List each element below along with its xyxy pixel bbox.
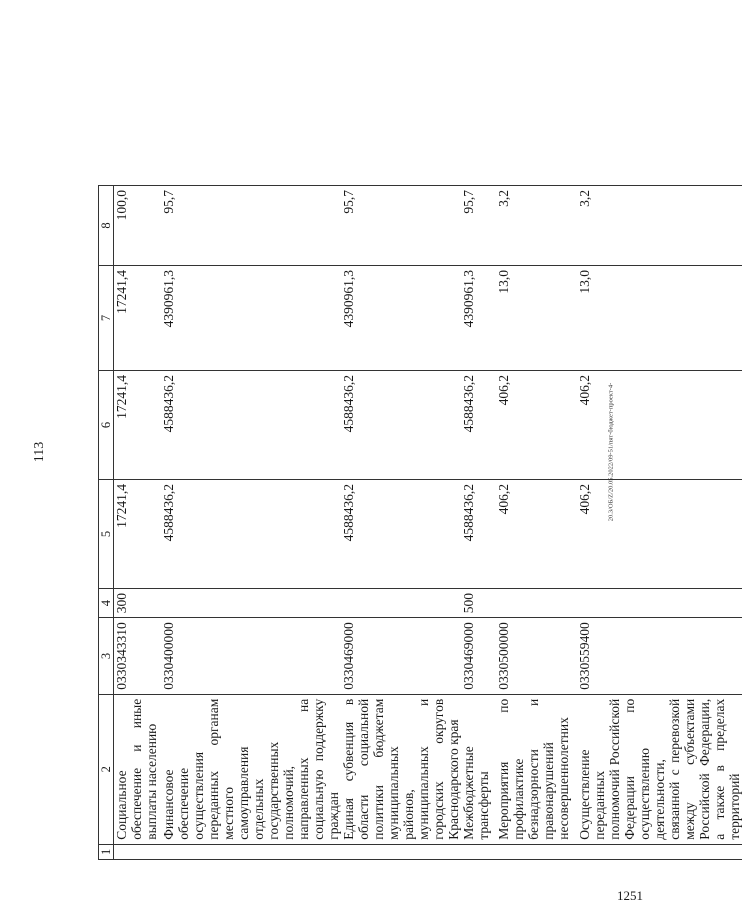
row-vr	[341, 589, 461, 618]
row-code: 0330559400	[577, 618, 742, 695]
row-name: Финансовое обеспечение осуществления переданных органам местного самоуправления отдельных государственных полномочий, направленных на социальную поддержку граждан	[161, 694, 341, 844]
row-number-cell	[496, 844, 577, 859]
row-value-8: 3,2	[577, 186, 742, 266]
column-header: 4	[99, 589, 114, 618]
row-number-cell	[577, 844, 742, 859]
table-row	[161, 186, 341, 860]
table-row	[341, 186, 461, 860]
row-value-6: 406,2	[496, 371, 577, 480]
sheet-number: 1251	[617, 888, 643, 903]
table-row	[461, 186, 496, 860]
row-value-8: 95,7	[461, 186, 496, 266]
row-value-5: 4588436,2	[341, 480, 461, 589]
row-value-7: 13,0	[577, 266, 742, 371]
row-name: Социальное обеспечение и иные выплаты населению	[114, 694, 161, 844]
row-value-5: 4588436,2	[461, 480, 496, 589]
row-value-5: 406,2	[496, 480, 577, 589]
row-value-6: 17241,4	[114, 371, 161, 480]
column-header: 3	[99, 618, 114, 695]
column-header: 8	[99, 186, 114, 266]
footer-code: 20.3/ОБ/Z/20.05.2022/09-51/пят-бюджет-проект-4-	[607, 382, 615, 522]
column-header: 1	[99, 844, 114, 859]
table-row	[114, 186, 161, 860]
row-number-cell	[114, 844, 161, 859]
budget-table	[98, 185, 742, 860]
row-vr: 300	[114, 589, 161, 618]
row-vr	[496, 589, 577, 618]
row-code: 0330343310	[114, 618, 161, 695]
row-name: Единая субвенция в области социальной политики бюджетам муниципальных районов, муниципальных и городских округов Краснодарского края	[341, 694, 461, 844]
row-code: 0330469000	[341, 618, 461, 695]
row-value-8: 95,7	[341, 186, 461, 266]
row-value-6: 406,2	[577, 371, 742, 480]
row-vr: 500	[461, 589, 496, 618]
row-vr	[577, 589, 742, 618]
row-code: 0330469000	[461, 618, 496, 695]
row-value-5: 406,2	[577, 480, 742, 589]
table-row	[577, 186, 742, 860]
row-value-5: 17241,4	[114, 480, 161, 589]
column-number-header	[99, 186, 114, 860]
column-header: 2	[99, 694, 114, 844]
table-row	[496, 186, 577, 860]
row-name: Осуществление переданных полномочий Российской Федерации по осуществлению деятельности, связанной с перевозкой между субъектами Российской Федерации, а также в пределах территорий	[577, 694, 742, 844]
row-value-8: 3,2	[496, 186, 577, 266]
column-header: 7	[99, 266, 114, 371]
row-name: Мероприятия по профилактике безнадзорности и правонарушений несовершеннолетних	[496, 694, 577, 844]
row-value-7: 17241,4	[114, 266, 161, 371]
row-value-7: 13,0	[496, 266, 577, 371]
row-value-7: 4390961,3	[161, 266, 341, 371]
row-vr	[161, 589, 341, 618]
row-code: 0330500000	[496, 618, 577, 695]
row-value-8: 95,7	[161, 186, 341, 266]
row-number-cell	[341, 844, 461, 859]
row-number-cell	[161, 844, 341, 859]
row-value-8: 100,0	[114, 186, 161, 266]
row-value-7: 4390961,3	[461, 266, 496, 371]
column-header: 5	[99, 480, 114, 589]
row-code: 0330400000	[161, 618, 341, 695]
row-value-5: 4588436,2	[161, 480, 341, 589]
column-header: 6	[99, 371, 114, 480]
row-value-7: 4390961,3	[341, 266, 461, 371]
row-value-6: 4588436,2	[341, 371, 461, 480]
page-number: 113	[32, 441, 47, 463]
row-value-6: 4588436,2	[161, 371, 341, 480]
row-name: Межбюджетные трансферты	[461, 694, 496, 844]
row-number-cell	[461, 844, 496, 859]
row-value-6: 4588436,2	[461, 371, 496, 480]
